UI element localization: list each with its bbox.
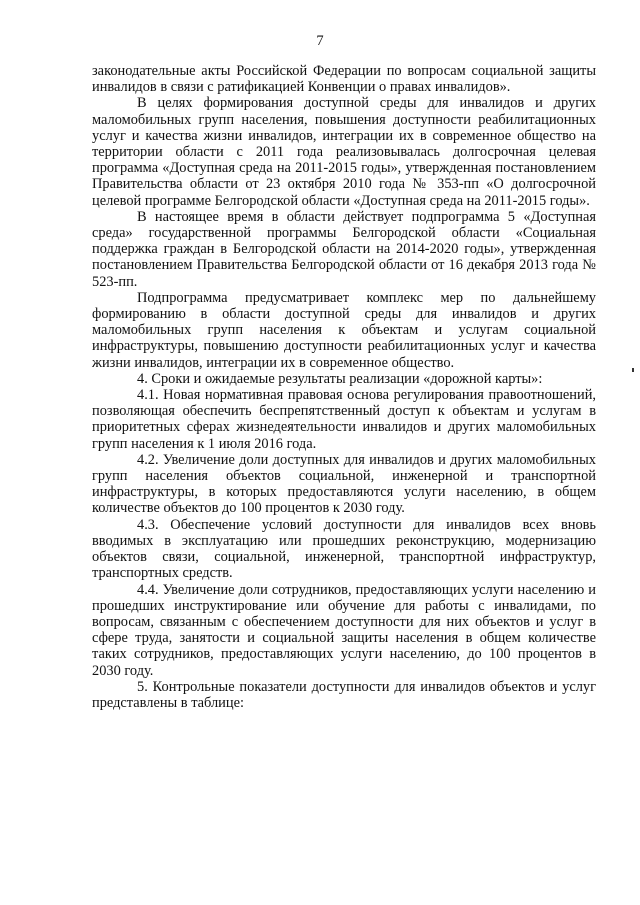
section-heading-4: 4. Сроки и ожидаемые результаты реализации «дорожной карты»: bbox=[137, 370, 543, 387]
paragraph-continuation: законодательные акты Российской Федерации по вопросам социальной защиты инвалидов в связи с ратификацией Конвенции о правах инвалидов». bbox=[92, 63, 596, 96]
item-4-4: 4.4. Увеличение доли сотрудников, предоставляющих услуги населению и прошедших инструктирование или обучение для работы с инвалидами, по вопросам, связанным с обеспечением доступности для них объектов и услуг в сфере труда, занятости и социальной защиты населения в общем количестве таких сотрудников, предоставляющих услуги населению, до 100 процентов в 2030 году. bbox=[92, 581, 596, 679]
body-text bbox=[92, 63, 596, 711]
paragraph-subprogram-measures: Подпрограмма предусматривает комплекс мер по дальнейшему формированию в области доступной среды для инвалидов и других маломобильных групп населения к объектам и услугам социальной инфраструктуры, повышению доступности реабилитационных услуг и качества жизни инвалидов, интеграции их в современное общество. bbox=[92, 289, 596, 371]
item-4-3: 4.3. Обеспечение условий доступности для инвалидов всех вновь вводимых в эксплуатацию или прошедших реконструкцию, модернизацию объектов связи, социальной, инженерной, транспортной инфраструктур, транспортных средств. bbox=[92, 516, 596, 582]
paragraph-dostupnaya-sreda-program: В целях формирования доступной среды для инвалидов и других маломобильных групп населения, повышения доступности реабилитационных услуг и качества жизни инвалидов, интеграции их в современное общество на территории области с 2011 года реализовывалась долгосрочная целевая программа «Доступная среда на 2011-2015 годы», утвержденная постановлением Правительства области от 23 октября 2010 года № 353-пп «О долгосрочной целевой программе Белгородской области «Доступная среда на 2011-2015 годы». bbox=[92, 95, 596, 209]
section-heading-5: 5. Контрольные показатели доступности для инвалидов объектов и услуг представлены в таблице: bbox=[92, 678, 596, 711]
item-4-1: 4.1. Новая нормативная правовая основа регулирования правоотношений, позволяющая обеспечить беспрепятственный доступ к объектам и услугам в приоритетных сферах жизнедеятельности инвалидов и других маломобильных групп населения к 1 июля 2016 года. bbox=[92, 387, 596, 452]
item-4-2: 4.2. Увеличение доли доступных для инвалидов и других маломобильных групп населения объектов социальной, инженерной и транспортной инфраструктуры, в которых предоставляются услуги населению, в общем количестве объектов до 100 процентов к 2030 году. bbox=[92, 451, 596, 517]
page-number: 7 bbox=[316, 33, 324, 49]
paragraph-subprogram-5: В настоящее время в области действует подпрограмма 5 «Доступная среда» государственной программы Белгородской области «Социальная поддержка граждан в Белгородской области на 2014-2020 годы», утвержденная постановлением Правительства Белгородской области от 16 декабря 2013 года № 523-пп. bbox=[92, 208, 596, 290]
scan-margin-mark bbox=[632, 368, 634, 372]
